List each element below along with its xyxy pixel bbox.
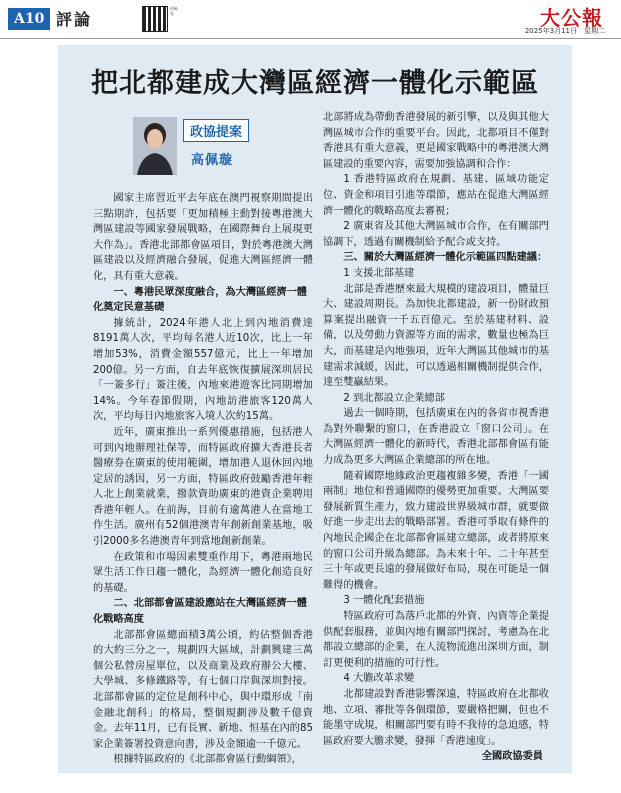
body-paragraph: 1 香港特區政府在規劃、基建、區域功能定位、資金和項目引進等環節，應站在促進大灣區經濟一體化的戰略高度去審視； <box>323 174 549 217</box>
body-paragraph: 北都建設對香港影響深遠，特區政府在北都收地、立項、審批等各個環節，要嚴格把關，但也不能墨守成規，相關部門要有時不我待的急迫感，特區政府要大膽求變，發揮「香港速度」。 <box>323 688 549 747</box>
right-column <box>323 110 549 765</box>
body-paragraph: 4 大膽改革求變 <box>343 673 415 685</box>
author-photo <box>133 117 177 175</box>
qr-code-icon[interactable] <box>142 6 168 32</box>
section-heading: 一、粵港民眾深度融合，為大灣區經濟一體化奠定民意基礎 <box>93 286 307 314</box>
article-headline: 把北都建成大灣區經濟一體化示範區 <box>91 68 539 99</box>
body-paragraph: 北部是香港歷來最大規模的建設項目，體量巨大、建設周期長。為加快北都建設，新一份財政預算案提出融資一千五百億元。至於基建材料、設備，以及勞動力資源等方面的需求，數量也極為巨大，而基建是內地強項，近年大灣區其他城市的基建需求減緩，因此，可以透過相關機制提供合作，達至雙贏結果。 <box>323 283 549 389</box>
body-paragraph: 過去一個時期，包括廣東在內的各省市視香港為對外聯繫的窗口，在香港設立「窗口公司」。在大灣區經濟一體化的新時代，香港北部都會區有能力成為更多大灣區企業總部的所在地。 <box>323 408 549 467</box>
body-paragraph: 3 一體化配套措施 <box>343 595 425 607</box>
body-paragraph: 2 到北都設立企業總部 <box>343 392 445 404</box>
body-paragraph: 近年，廣東推出一系列優惠措施，包括港人可到內地辦理社保等，而特區政府擴大香港長者醫療券在廣東的使用範圍，增加港人退休回內地定居的誘因，另一方面，特區政府鼓勵香港年輕人北上創業就業，撥款資助廣東的港資企業聘用香港年輕人。在前海，目前有逾萬港人在當地工作生活。廣州有52個港澳青年創新創業基地，吸引2000多名港澳青年到當地創新創業。 <box>93 426 313 548</box>
author-title: 全國政協委員 <box>481 751 543 763</box>
issue-date: 2025年3月11日 星期二 <box>524 27 605 35</box>
body-paragraph: 特區政府可為落戶北都的外資、內資等企業提供配套服務，並與內地有關部門探討，考慮為在北都設立總部的企業，在人流物流進出深圳方面，制訂更便利的措施的可行性。 <box>323 611 549 669</box>
author-name: 高佩璇 <box>191 153 234 168</box>
section-heading: 二、北部都會區建設應站在大灣區經濟一體化戰略高度 <box>93 598 307 626</box>
newspaper-logo: 大公報 <box>540 6 603 30</box>
body-paragraph: 1 支援北部基建 <box>343 267 415 279</box>
body-paragraph: 國家主席習近平去年底在澳門視察期間提出三點期許，包括要「更加積極主動對接粵港澳大灣區建設等國家發展戰略，在國際舞台上展現更大作為」。香港北部都會區項目，對於粵港澳大灣區建設以及經濟融合發展，促進大灣區經濟一體化，具有重大意義。 <box>93 193 313 282</box>
section-title: 評論 <box>56 10 93 29</box>
column-tag: 政協提案 <box>183 119 249 142</box>
body-paragraph: 北部都會區總面積3萬公頃，約佔整個香港的大約三分之一，規劃四大區域，計劃興建三萬個公私營房屋單位，以及商業及政府辦公大樓、大學城、多條鐵路等，有七個口岸與深圳對接。北部都會區的定位是創科中心，與中環形成「南金融北創科」的格局，整個規劃涉及數千億資金。去年11月，已有長實、新地、恒基在內的85家企業簽署投資意向書，涉及金額逾一千億元。 <box>93 629 313 750</box>
author-block <box>133 117 283 179</box>
left-column <box>93 191 313 768</box>
page-header <box>0 0 621 38</box>
body-paragraph: 2 廣東省及其他大灣區城市合作，在有關部門協調下，透過有關機制給予配合或支持。 <box>323 221 549 248</box>
article-panel <box>58 45 572 773</box>
body-paragraph: 據統計，2024年港人北上到內地消費達8191萬人次，平均每名港人近10次，比上一年增加53%，消費金額557億元，比上一年增加200億。另一方面，自去年底恢復擴展深圳居民「一簽多行」簽注後，內地來港遊客比同期增加14%。今年春節假期，內地訪港旅客120萬人次，平均每日內地旅客入境人次約15萬。 <box>93 317 313 423</box>
qr-caption: 掃碼看 <box>170 6 178 16</box>
header-divider <box>0 38 621 39</box>
page-number: A10 <box>8 8 50 30</box>
section-heading: 三、關於大灣區經濟一體化示範區四點建議： <box>343 252 548 264</box>
body-paragraph: 北部將成為帶動香港發展的新引擎，以及與其他大灣區城市合作的重要平台。因此，北都項目不僅對香港具有重大意義，更是國家戰略中的粵港澳大灣區建設的重要內容，需要加強協調和合作： <box>323 112 549 170</box>
body-paragraph: 在政策和市場因素雙重作用下，粵港兩地民眾生活工作日趨一體化，為經濟一體化創造良好的基礎。 <box>93 551 313 594</box>
body-paragraph: 根據特區政府的《北部都會區行動綱領》， <box>113 754 302 766</box>
body-paragraph: 隨着國際地緣政治更趨複雜多變，香港「一國兩制」地位和普通國際的優勢更加重要。大灣區要發展新質生產力，致力建設世界級城市群，就要做好進一步走出去的戰略部署。香港可爭取有條件的內地民企國企在北部都會區建立總部，或者將原來的窗口公司升級為總部。為未來十年、二十年甚至三十年或更長遠的發展做好布局，現在可能是一個難得的機會。 <box>323 470 549 591</box>
